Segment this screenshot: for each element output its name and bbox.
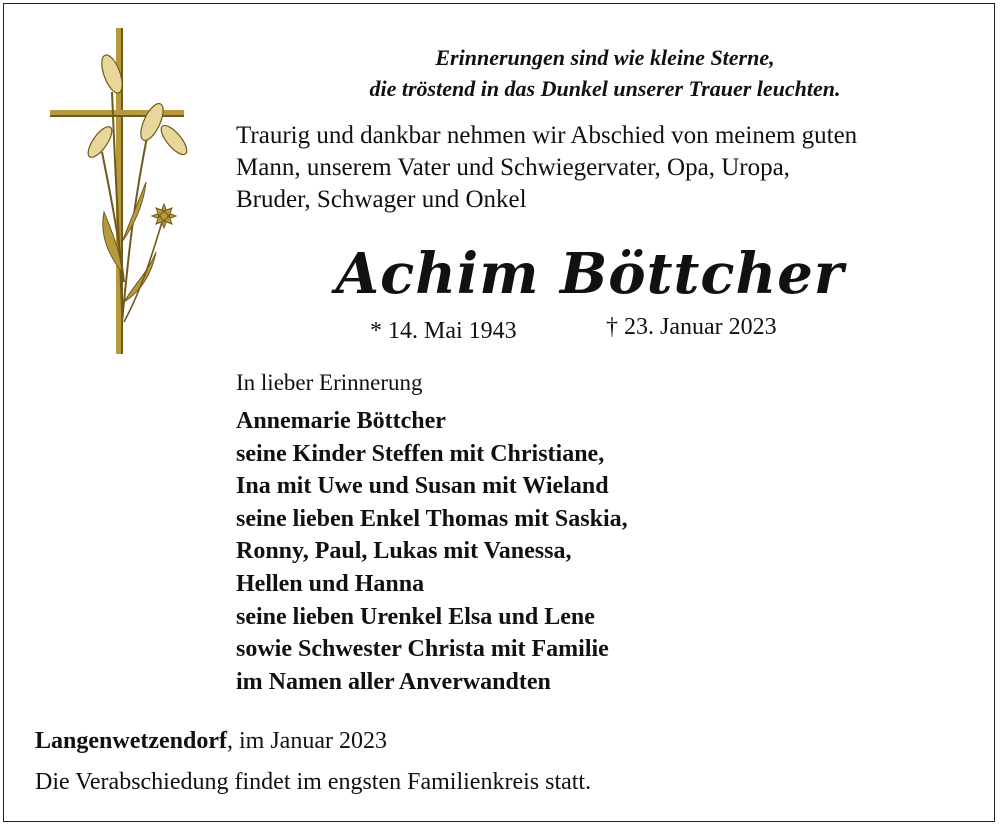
intro-line-3: Bruder, Schwager und Onkel [236, 186, 527, 213]
mourner-line: sowie Schwester Christa mit Familie [236, 636, 609, 663]
motto-quote [270, 42, 940, 104]
mourner-line: seine lieben Enkel Thomas mit Saskia, [236, 505, 628, 532]
notice-date: , im Januar 2023 [226, 728, 387, 754]
farewell-note: Die Verabschiedung findet im engsten Familienkreis statt. [35, 769, 592, 795]
mourner-line: im Namen aller Anverwandten [236, 668, 551, 695]
mourner-line: Annemarie Böttcher [236, 408, 446, 434]
mourner-line: Hellen und Hanna [236, 570, 425, 597]
mourner-line: seine Kinder Steffen mit Christiane, [236, 440, 605, 467]
deceased-name: Achim Böttcher [335, 241, 845, 307]
intro-line-1: Traurig und dankbar nehmen wir Abschied von meinem guten [236, 122, 858, 149]
birth-date: * 14. Mai 1943 [370, 318, 517, 344]
mourner-line: Ronny, Paul, Lukas mit Vanessa, [236, 538, 572, 565]
motto-line-2: die tröstend in das Dunkel unserer Trauer leuchten. [369, 76, 841, 101]
place-and-date [35, 725, 387, 757]
mourners-list [236, 405, 936, 698]
intro-line-2: Mann, unserem Vater und Schwiegervater, Opa, Uropa, [236, 154, 790, 181]
motto-line-1: Erinnerungen sind wie kleine Sterne, [435, 45, 775, 70]
mourner-line: seine lieben Urenkel Elsa und Lene [236, 603, 595, 630]
mourner-line: Ina mit Uwe und Susan mit Wieland [236, 473, 609, 500]
intro-text [236, 120, 976, 216]
cross-with-wheat-and-cornflower-icon [40, 22, 200, 357]
death-date: † 23. Januar 2023 [606, 314, 777, 340]
place-name: Langenwetzendorf [35, 728, 227, 754]
mourning-heading: In lieber Erinnerung [236, 370, 423, 395]
